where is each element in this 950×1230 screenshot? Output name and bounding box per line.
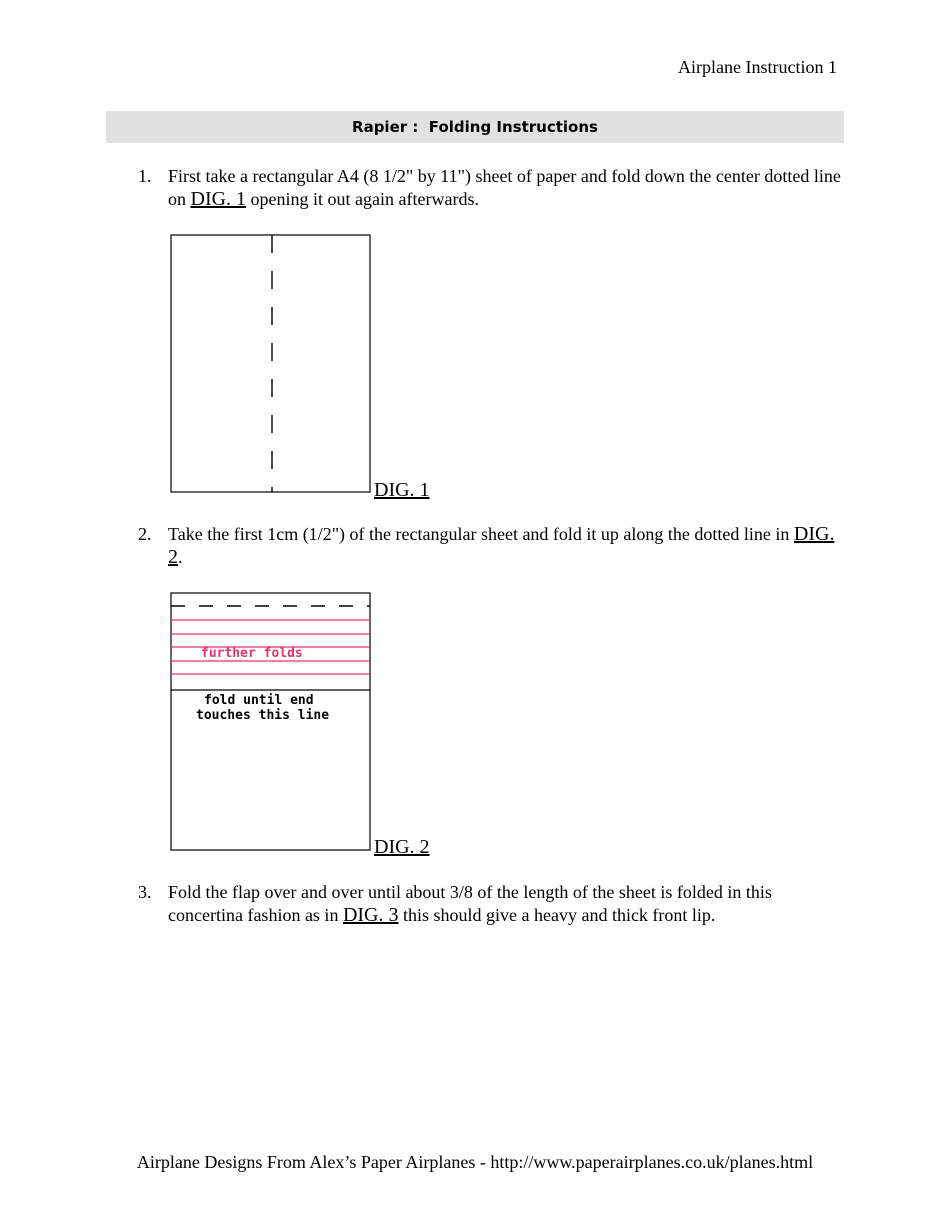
step-text-after: opening it out again afterwards. [246,189,479,209]
step-number: 3. [138,882,152,902]
step-number: 1. [138,166,152,186]
dig-1-caption: DIG. 1 [374,479,430,501]
step-text-before: Fold the flap over and over until about 3/8 of the length of the sheet is folded in this concertina fashion as in [168,882,772,925]
dig-3-link[interactable]: DIG. 3 [342,904,399,926]
page-header: Airplane Instruction 1 [678,57,837,77]
fold-until-label-line-2: touches this line [196,708,330,723]
dig-2-caption: DIG. 2 [374,836,430,858]
step-text-after: . [178,547,183,567]
step-text [168,523,843,569]
dig-1-diagram [170,234,372,494]
dig-2-link[interactable]: DIG. 2 [168,523,835,568]
dig-1-link[interactable]: DIG. 1 [190,188,247,210]
page-title: Rapier : Folding Instructions [106,111,844,143]
step-text-before: Take the first 1cm (1/2") of the rectangular sheet and fold it up along the dotted line in [168,524,794,544]
paper-sheet [171,235,370,492]
step-text-before: First take a rectangular A4 (8 1/2" by 11") sheet of paper and fold down the center dotted line on [168,166,841,209]
step-text [168,881,843,927]
step-number: 2. [138,524,152,544]
step-text [168,165,843,211]
step-text-after: this should give a heavy and thick front lip. [398,905,716,925]
fold-until-label-line-1: fold until end [204,693,314,708]
page-footer: Airplane Designs From Alex’s Paper Airplanes - http://www.paperairplanes.co.uk/planes.html [136,1152,814,1172]
dig-2-diagram [170,592,372,852]
further-folds-label: further folds [201,646,303,661]
